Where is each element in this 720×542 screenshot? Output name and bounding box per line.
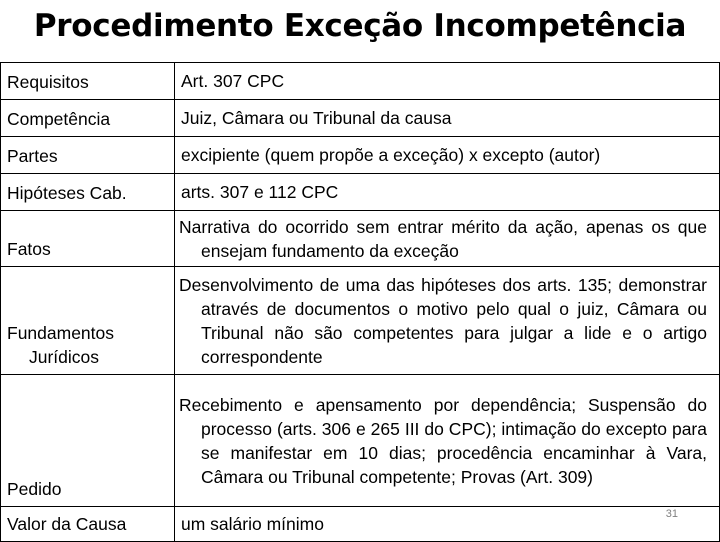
table-row bbox=[1, 137, 720, 174]
row-label-fundamentos bbox=[1, 267, 175, 375]
row-value-pedido bbox=[175, 375, 720, 507]
fundamentos-text: Desenvolvimento de uma das hipóteses dos arts. 135; demonstrar através de documentos o motivo pelo qual o juiz, Câmara ou Tribunal não são competentes para julgar a lide e o artigo correspondente bbox=[179, 274, 707, 367]
procedure-table bbox=[0, 62, 720, 542]
row-label-valor: Valor da Causa bbox=[1, 507, 175, 542]
table-row bbox=[1, 375, 720, 507]
fundamentos-label-text: Fundamentos Jurídicos bbox=[7, 323, 115, 367]
row-value-competencia: Juiz, Câmara ou Tribunal da causa bbox=[175, 100, 720, 137]
row-label-partes: Partes bbox=[1, 137, 175, 174]
row-label-competencia: Competência bbox=[1, 100, 175, 137]
slide-title: Procedimento Exceção Incompetência bbox=[33, 8, 687, 44]
row-value-fatos bbox=[175, 211, 720, 267]
fatos-text: Narrativa do ocorrido sem entrar mérito da ação, apenas os que ensejam fundamento da exceção bbox=[179, 216, 707, 261]
row-value-valor: um salário mínimo bbox=[175, 507, 720, 542]
slide-number: 31 bbox=[665, 508, 678, 520]
row-label-hipoteses: Hipóteses Cab. bbox=[1, 174, 175, 211]
row-value-fundamentos bbox=[175, 267, 720, 375]
row-value-partes: excipiente (quem propõe a exceção) x excepto (autor) bbox=[175, 137, 720, 174]
pedido-text: Recebimento e apensamento por dependência; Suspensão do processo (arts. 306 e 265 III do CPC); intimação do excepto para se manifestar em 10 dias; procedência encaminhar à Vara, Câmara ou Tribunal competente; Provas (Art. 309) bbox=[179, 394, 707, 487]
row-value-hipoteses: arts. 307 e 112 CPC bbox=[175, 174, 720, 211]
table-row bbox=[1, 100, 720, 137]
row-label-requisitos: Requisitos bbox=[1, 63, 175, 100]
row-label-fatos: Fatos bbox=[1, 211, 175, 267]
table-row bbox=[1, 211, 720, 267]
table-row bbox=[1, 267, 720, 375]
row-value-requisitos: Art. 307 CPC bbox=[175, 63, 720, 100]
row-label-pedido: Pedido bbox=[1, 375, 175, 507]
table-row bbox=[1, 174, 720, 211]
table-row bbox=[1, 63, 720, 100]
table-row bbox=[1, 507, 720, 542]
